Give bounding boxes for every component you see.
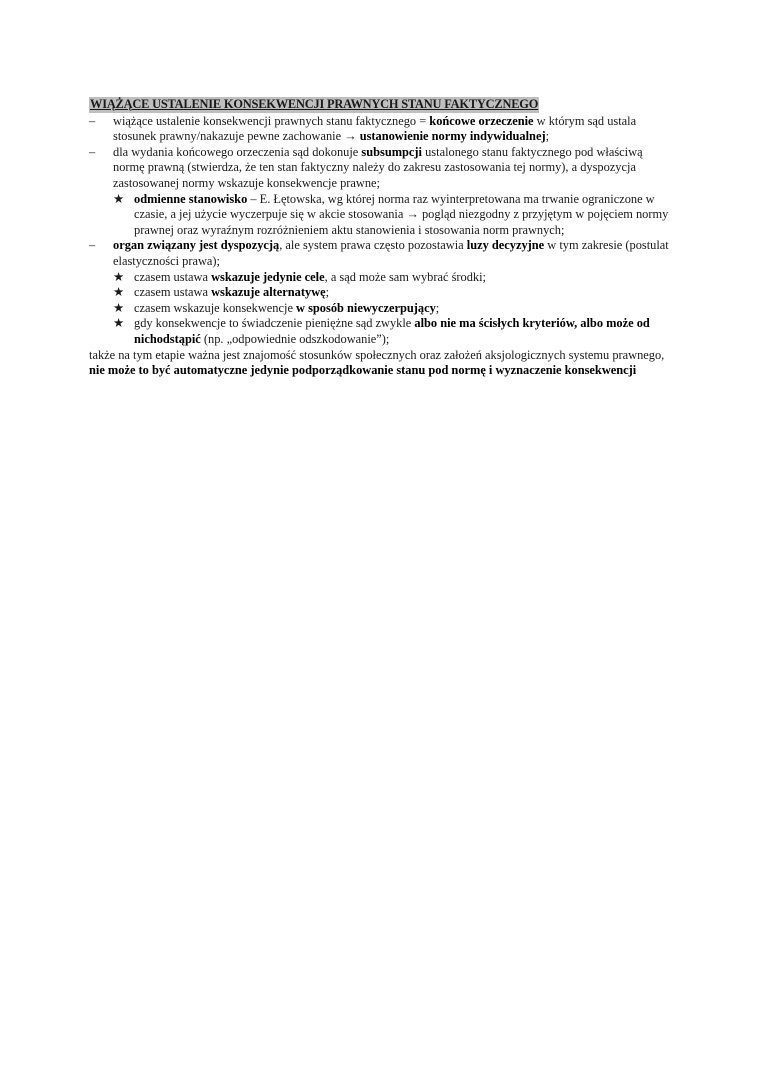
item-text: ustalonego stanu faktycznego pod właściwą normę prawną (stwierdza, że ten stan faktyczny należy do zakresu zastosowania tej normy), a dyspozycja zastosowanej normy wskazuje konsekwencje prawne;	[113, 144, 643, 190]
item-bold: luzy decyzyjne	[466, 238, 545, 253]
item-text: dla wydania końcowego orzeczenia sąd dokonuje	[113, 144, 362, 159]
item-text: (np. „odpowiednie odszkodowanie”);	[200, 331, 390, 346]
item-bold: odmienne stanowisko	[134, 191, 248, 206]
star-bullet-icon: ★	[113, 191, 125, 206]
section-heading: WIĄŻĄCE USTALENIE KONSEKWENCJI PRAWNYCH STANU FAKTYCZNEGO	[90, 97, 539, 111]
item-text: wiążące ustalenie konsekwencji prawnych stanu faktycznego =	[113, 113, 430, 128]
item-text: ;	[435, 300, 440, 315]
dash-bullet: –	[89, 113, 96, 128]
sub-list-item	[89, 301, 669, 317]
heading-line	[89, 97, 669, 114]
dash-bullet: –	[89, 238, 96, 253]
item-text: czasem ustawa	[134, 285, 212, 300]
star-bullet-icon: ★	[113, 269, 125, 284]
item-bold: ustanowienie normy indywidualnej	[359, 129, 546, 144]
item-text: czasem wskazuje konsekwencje	[134, 300, 297, 315]
sub-list-item	[89, 316, 669, 347]
item-bold: w sposób niewyczerpujący	[296, 300, 436, 315]
item-text: czasem ustawa	[134, 269, 212, 284]
item-bold: organ związany jest dyspozycją	[113, 238, 280, 253]
sub-list-item	[89, 192, 669, 239]
item-bold: wskazuje alternatywę	[211, 285, 326, 300]
item-bold: albo nie ma ścisłych kryteriów, albo może od nichodstąpić	[134, 316, 650, 346]
list-item	[89, 238, 669, 269]
list-item	[89, 114, 669, 145]
item-text: – E. Łętowska, wg której norma raz wyinterpretowana ma trwanie ograniczone w czasie, a jej użycie wyczerpuje się w akcie stosowania → pogląd niezgodny z przyjętym w pojęciem normy prawnej oraz wyraźnym rozróżnieniem aktu stanowienia i stosowania norm prawnych;	[134, 191, 669, 237]
item-bold: wskazuje jedynie cele	[211, 269, 325, 284]
sub-list-item	[89, 285, 669, 301]
item-bold: nie może to być automatyczne jedynie podporządkowanie stanu pod normę i wyznaczenie konsekwencji	[89, 363, 637, 378]
item-text: w którym sąd ustala stosunek prawny/nakazuje pewne zachowanie →	[113, 113, 637, 144]
closing-paragraph	[89, 348, 669, 379]
sub-list-item	[89, 270, 669, 286]
item-text: także na tym etapie ważna jest znajomość stosunków społecznych oraz założeń aksjologicznych systemu prawnego,	[89, 347, 665, 362]
item-text: , a sąd może sam wybrać środki;	[324, 269, 486, 284]
item-text: , ale system prawa często pozostawia	[279, 238, 467, 253]
item-text: gdy konsekwencje to świadczenie pieniężne sąd zwykle	[134, 316, 415, 331]
item-text: ;	[325, 285, 330, 300]
list-item	[89, 145, 669, 192]
item-bold: subsumpcji	[361, 144, 423, 159]
item-text: ;	[545, 129, 550, 144]
document-body	[89, 97, 669, 379]
item-text: w tym zakresie (postulat elastyczności prawa);	[113, 238, 669, 268]
star-bullet-icon: ★	[113, 316, 125, 331]
item-bold: końcowe orzeczenie	[429, 113, 534, 128]
star-bullet-icon: ★	[113, 300, 125, 315]
dash-bullet: –	[89, 144, 96, 159]
star-bullet-icon: ★	[113, 285, 125, 300]
